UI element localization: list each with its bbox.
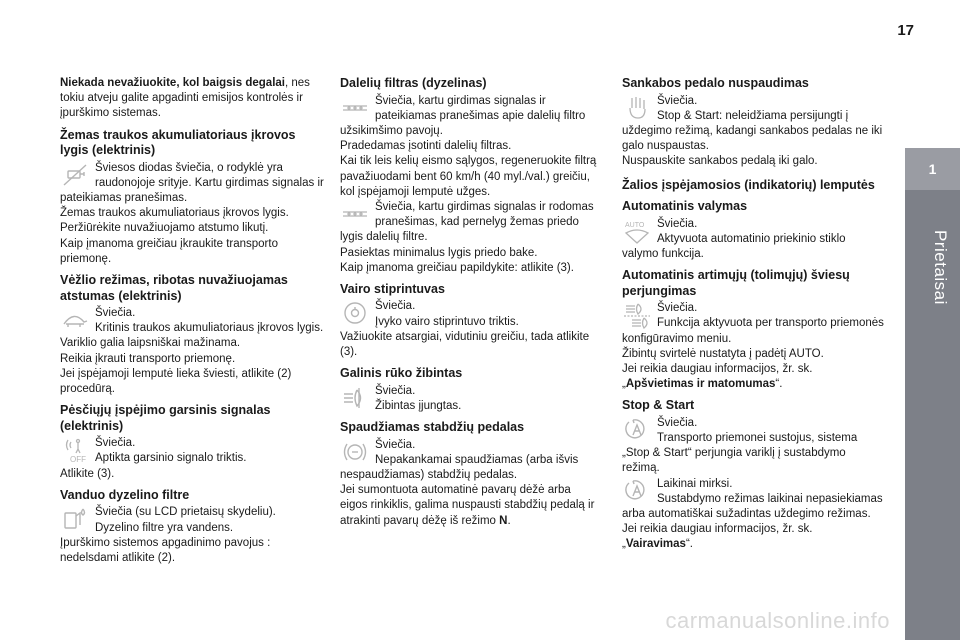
- column-3: Sankabos pedalo nuspaudimas Šviečia. Stop & Start: neleidžiama persijungti į uždegimo režimą, kadangi sankabos pedalas ne iki galo nuspaustas. Nuspauskite sankabos pedalą iki galo. Žalios įspėjamosios (indikatorių) lemputės Automatinis valymas AUTO Šviečia. Aktyvuota automatinio priekinio stiklo valymo funkcija. Automatinis artimųjų (tolimųjų) šviesų perjungimas Šviečia. Funkcija aktyvuota per transporto priemonės konfigūravimo meniu. Žibintų svirtelė nustatyta į padėtį AUTO. Jei reikia daugiau informacijos, žr. sk. „Apšvietimas ir matomumas“. Stop & Start Šviečia. Transporto priemonei sustojus, sistema „Stop & Start“ perjungia variklį į sustabdymo režimą. Laikinai mirksi. Sustabdymo režimas laikinai nepasiekiamas arba automatiškai sužadintas uždegimo režimas. Jei reikia daugiau informacijos, žr. sk. „Vairavimas“.: [622, 76, 884, 551]
- svg-text:OFF: OFF: [70, 455, 86, 465]
- particle-filter-icon: [340, 94, 373, 124]
- water-in-fuel-icon: [60, 505, 93, 535]
- auto-wiper-icon: [622, 217, 655, 247]
- svg-text:AUTO: AUTO: [625, 221, 645, 229]
- chapter-tab-bar: [905, 148, 960, 640]
- section-title-water-in-diesel: Vanduo dyzelino filtre: [60, 487, 190, 502]
- turtle-icon: [60, 306, 93, 336]
- intro-paragraph: Niekada nevažiuokite, kol baigsis degalai, nes tokiu atveju galite apgadinti emisijos kontrolės ir įpurškimo sistemas.: [60, 77, 310, 120]
- section-title-rear-fog: Galinis rūko žibintas: [340, 366, 463, 381]
- section-title-low-battery: Žemas traukos akumuliatoriaus įkrovos lygis (elektrinis): [60, 127, 296, 158]
- watermark: carmanualsonline.info: [665, 608, 890, 633]
- chapter-tab-label: Prietaisai: [931, 230, 950, 305]
- column-1: Niekada nevažiuokite, kol baigsis degalai, nes tokiu atveju galite apgadinti emisijos kontrolės ir įpurškimo sistemas. Žemas traukos akumuliatoriaus įkrovos lygis (elektrinis) Šviesos diodas šviečia, o rodyklė yra raudonojoje srityje. Kartu girdimas signalas ir pateikiamas pranešimas. Žemas traukos akumuliatoriaus įkrovos lygis. Peržiūrėkite nuvažiuojamo atstumo likutį. Kaip įmanoma greičiau įkraukite transporto priemonę. Vėžlio režimas, ribotas nuvažiuojamas atstumas (elektrinis) Šviečia. Kritinis traukos akumuliatoriaus įkrovos lygis. Variklio galia laipsniškai mažinama. Reikia įkrauti transporto priemonę. Jei įspėjamoji lemputė lieka šviesti, atlikite (2) procedūrą. Pėsčiųjų įspėjimo garsinis signalas (elektrinis) OFF Šviečia. Aptikta garsinio signalo triktis. Atlikite (3). Vanduo dyzelino filtre Šviečia (su LCD prietaisų skydeliu). Dyzelino filtre yra vandens. Įpurškimo sistemos apgadinimo pavojus : nedelsdami atlikite (2).: [60, 76, 326, 566]
- stop-start-icon: [622, 416, 655, 446]
- rear-fog-icon: [340, 384, 373, 414]
- brake-pedal-icon: [340, 438, 373, 468]
- pedestrian-sound-icon: [60, 436, 93, 466]
- page-number: 17: [897, 22, 914, 39]
- particle-filter-additive-icon: [340, 200, 373, 230]
- section-title-turtle-mode: Vėžlio režimas, ribotas nuvažiuojamas atstumas (elektrinis): [60, 273, 288, 303]
- column-2: Dalelių filtras (dyzelinas) Šviečia, kartu girdimas signalas ir pateikiamas pranešimas apie dalelių filtro užsikimšimo pavojų. Pradedamas įsotinti dalelių filtras. Kai tik leis kelių eismo sąlygos, regeneruokite filtrą pavažiuodami bent 60 km/h (40 myl./val.) greičiu, kol įspėjamoji lemputė užges. Šviečia, kartu girdimas signalas ir rodomas pranešimas, kad pernelyg žemas priedo lygis dalelių filtre. Pasiektas minimalus lygis priedo bake. Kaip įmanoma greičiau papildykite: atlikite (3). Vairo stiprintuvas Šviečia. Įvyko vairo stiprintuvo triktis. Važiuokite atsargiai, vidutiniu greičiu, tada atlikite (3). Galinis rūko žibintas Šviečia. Žibintas įjungtas. Spaudžiamas stabdžių pedalas Šviečia. Nepakankamai spaudžiamas (arba išvis nespaudžiamas) stabdžių pedalas. Jei sumontuota automatinė pavarų dėžė arba eigos rinkiklis, galima nuspausti stabdžių pedalą ir atrakinti pavarų dėžę iš režimo N.: [340, 76, 600, 529]
- chapter-tab-number[interactable]: 1: [905, 148, 960, 190]
- steering-warning-icon: [340, 299, 373, 329]
- section-title-brake-pedal: Spaudžiamas stabdžių pedalas: [340, 420, 525, 435]
- green-indicators-heading: Žalios įspėjamosios (indikatorių) lemputės: [622, 177, 875, 192]
- section-title-pedestrian-sound: Pėsčiųjų įspėjimo garsinis signalas (elektrinis): [60, 403, 271, 433]
- section-title-auto-beam: Automatinis artimųjų (tolimųjų) šviesų perjungimas: [622, 268, 850, 298]
- section-title-auto-wiping: Automatinis valymas: [622, 199, 748, 214]
- section-title-clutch-pedal: Sankabos pedalo nuspaudimas: [622, 76, 809, 90]
- clutch-pedal-icon: [622, 94, 655, 124]
- section-title-particle-filter: Dalelių filtras (dyzelinas): [340, 76, 487, 90]
- section-title-stop-start: Stop & Start: [622, 398, 695, 413]
- section-title-power-steering: Vairo stiprintuvas: [340, 281, 445, 296]
- battery-plug-icon: [60, 161, 93, 191]
- auto-high-beam-icon: [622, 301, 655, 331]
- stop-start-blinking-icon: [622, 477, 655, 507]
